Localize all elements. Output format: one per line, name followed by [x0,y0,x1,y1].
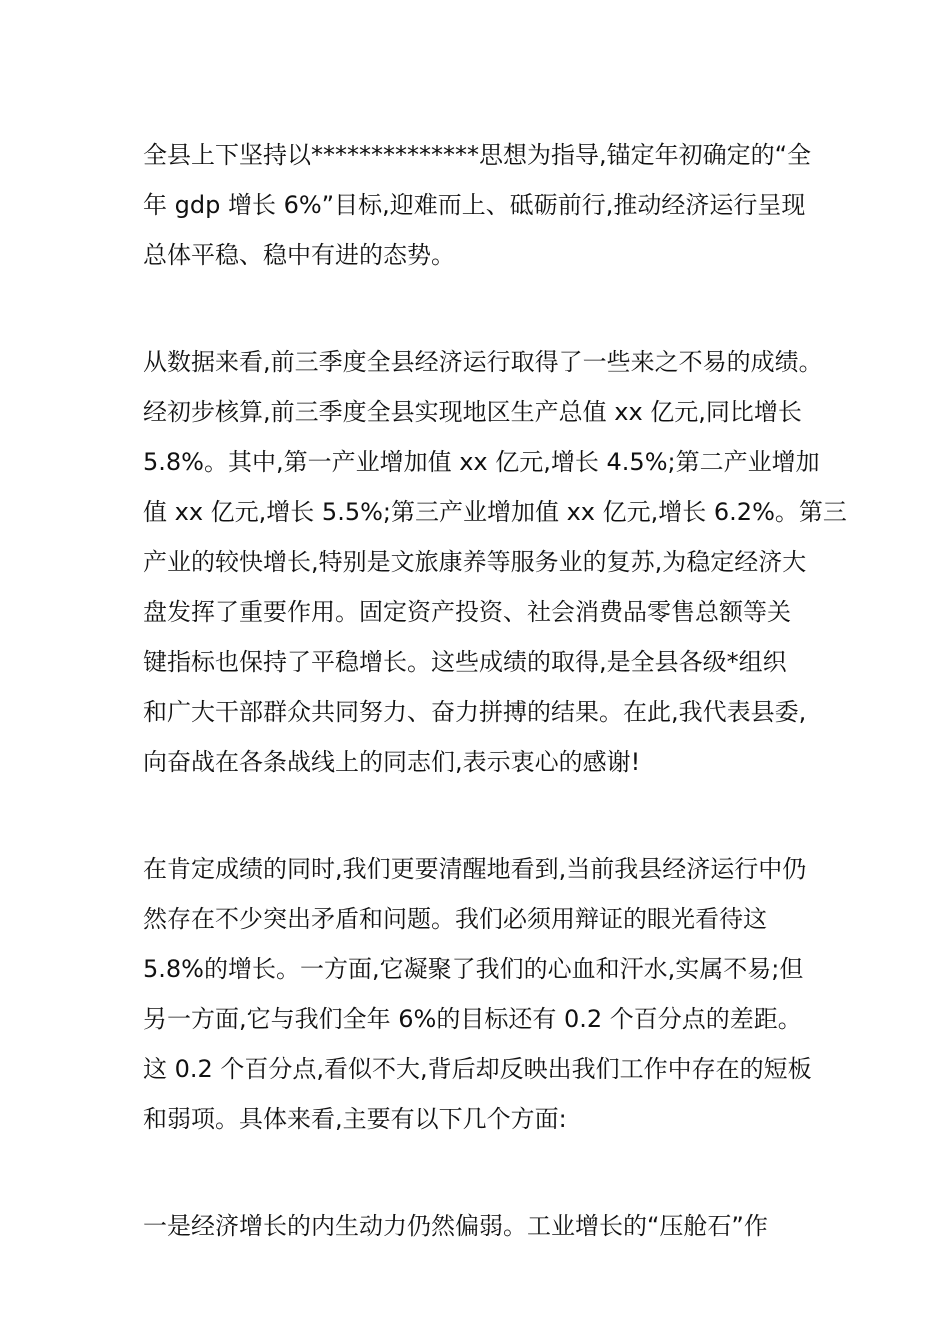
text-line: 5.8%。其中,第一产业增加值 xx 亿元,增长 4.5%;第二产业增加 [143,448,820,476]
text-line: 键指标也保持了平稳增长。这些成绩的取得,是全县各级*组织 [143,648,787,676]
text-line: 经初步核算,前三季度全县实现地区生产总值 xx 亿元,同比增长 [143,398,802,426]
text-line: 和广大干部群众共同努力、奋力拼搏的结果。在此,我代表县委, [143,698,807,726]
paragraph-intro [143,130,812,280]
text-line: 在肯定成绩的同时,我们更要清醒地看到,当前我县经济运行中仍 [143,855,807,883]
text-line: 5.8%的增长。一方面,它凝聚了我们的心血和汗水,实属不易;但 [143,955,804,983]
text-line: 年 gdp 增长 6%”目标,迎难而上、砥砺前行,推动经济运行呈现 [143,191,806,219]
text-line: 和弱项。具体来看,主要有以下几个方面: [143,1105,567,1133]
paragraph-problems [143,844,812,1144]
text-line: 这 0.2 个百分点,看似不大,背后却反映出我们工作中存在的短板 [143,1055,812,1083]
text-line: 总体平稳、稳中有进的态势。 [143,241,455,269]
text-line: 从数据来看,前三季度全县经济运行取得了一些来之不易的成绩。 [143,348,823,376]
paragraph-gap [143,280,808,337]
text-line: 向奋战在各条战线上的同志们,表示衷心的感谢! [143,748,641,776]
text-line: 然存在不少突出矛盾和问题。我们必须用辩证的眼光看待这 [143,905,767,933]
paragraph-gap [143,1144,808,1201]
text-line: 全县上下坚持以**************思想为指导,锚定年初确定的“全 [143,141,812,169]
text-line: 一是经济增长的内生动力仍然偏弱。工业增长的“压舱石”作 [143,1212,768,1240]
paragraph-gap [143,787,808,844]
document-body [143,130,847,1251]
text-line: 值 xx 亿元,增长 5.5%;第三产业增加值 xx 亿元,增长 6.2%。第三 [143,498,847,526]
paragraph-data-review [143,337,847,787]
paragraph-point-one [143,1201,808,1251]
text-line: 盘发挥了重要作用。固定资产投资、社会消费品零售总额等关 [143,598,791,626]
text-line: 另一方面,它与我们全年 6%的目标还有 0.2 个百分点的差距。 [143,1005,802,1033]
text-line: 产业的较快增长,特别是文旅康养等服务业的复苏,为稳定经济大 [143,548,807,576]
